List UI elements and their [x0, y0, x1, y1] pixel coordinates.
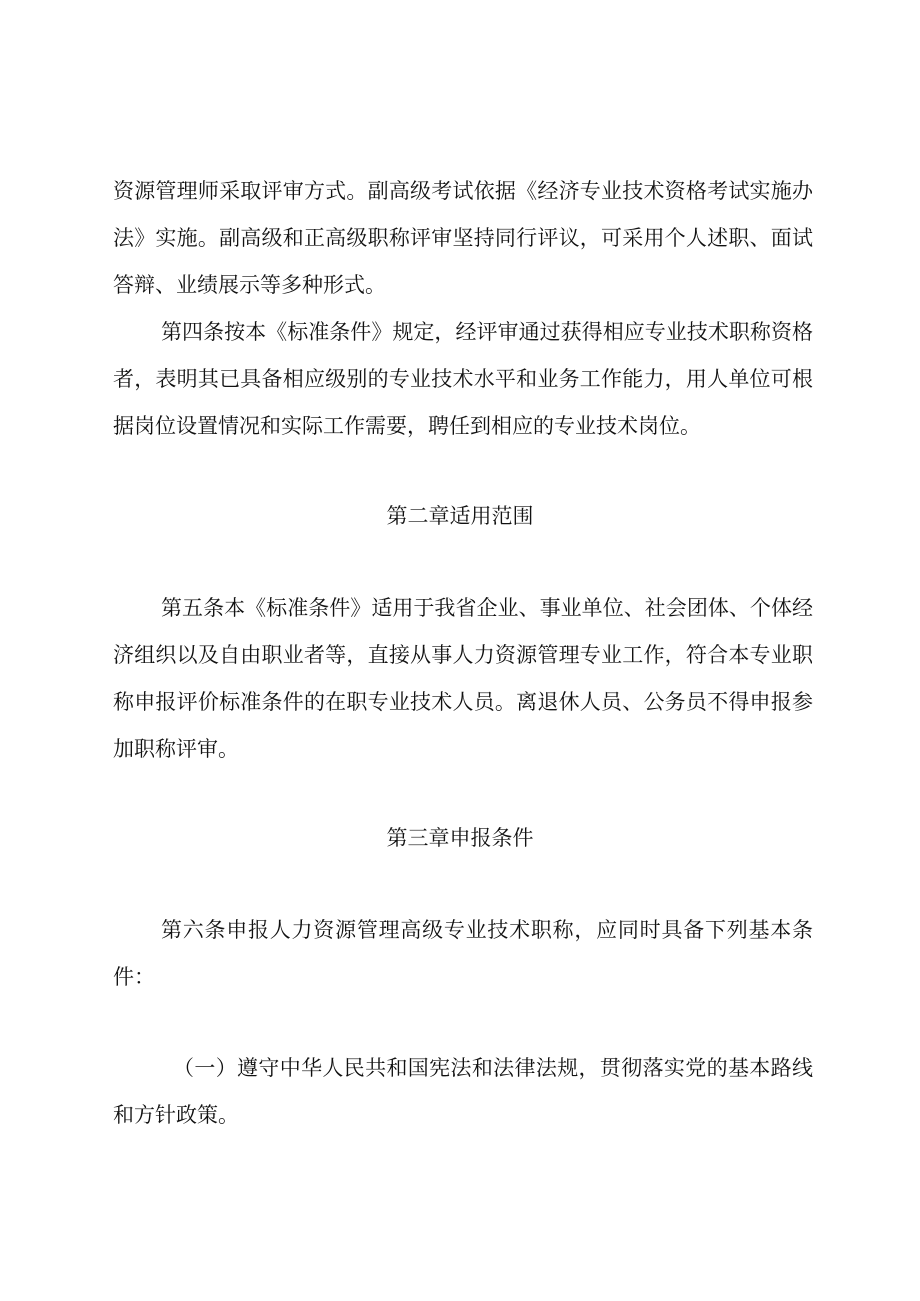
paragraph-article-4: 第四条按本《标准条件》规定，经评审通过获得相应专业技术职称资格者，表明其已具备相应级别的专业技术水平和业务工作能力，用人单位可根据岗位设置情况和实际工作需要，聘任到相应的专业技术岗位。 — [113, 320, 813, 438]
chapter-heading-requirements: 第三章申报条件 — [386, 826, 534, 850]
paragraph-article-6: 第六条申报人力资源管理高级专业技术职称，应同时具备下列基本条件： — [113, 918, 813, 989]
chapter-heading-scope: 第二章适用范围 — [386, 504, 534, 528]
paragraph-continuation: 资源管理师采取评审方式。副高级考试依据《经济专业技术资格考试实施办法》实施。副高级和正高级职称评审坚持同行评议，可采用个人述职、面试答辩、业绩展示等多种形式。 — [113, 179, 813, 297]
paragraph-item-1: （一）遵守中华人民共和国宪法和法律法规，贯彻落实党的基本路线和方针政策。 — [113, 1056, 813, 1127]
paragraph-article-5: 第五条本《标准条件》适用于我省企业、事业单位、社会团体、个体经济组织以及自由职业者等，直接从事人力资源管理专业工作，符合本专业职称申报评价标准条件的在职专业技术人员。离退休人员、公务员不得申报参加职称评审。 — [113, 596, 813, 761]
